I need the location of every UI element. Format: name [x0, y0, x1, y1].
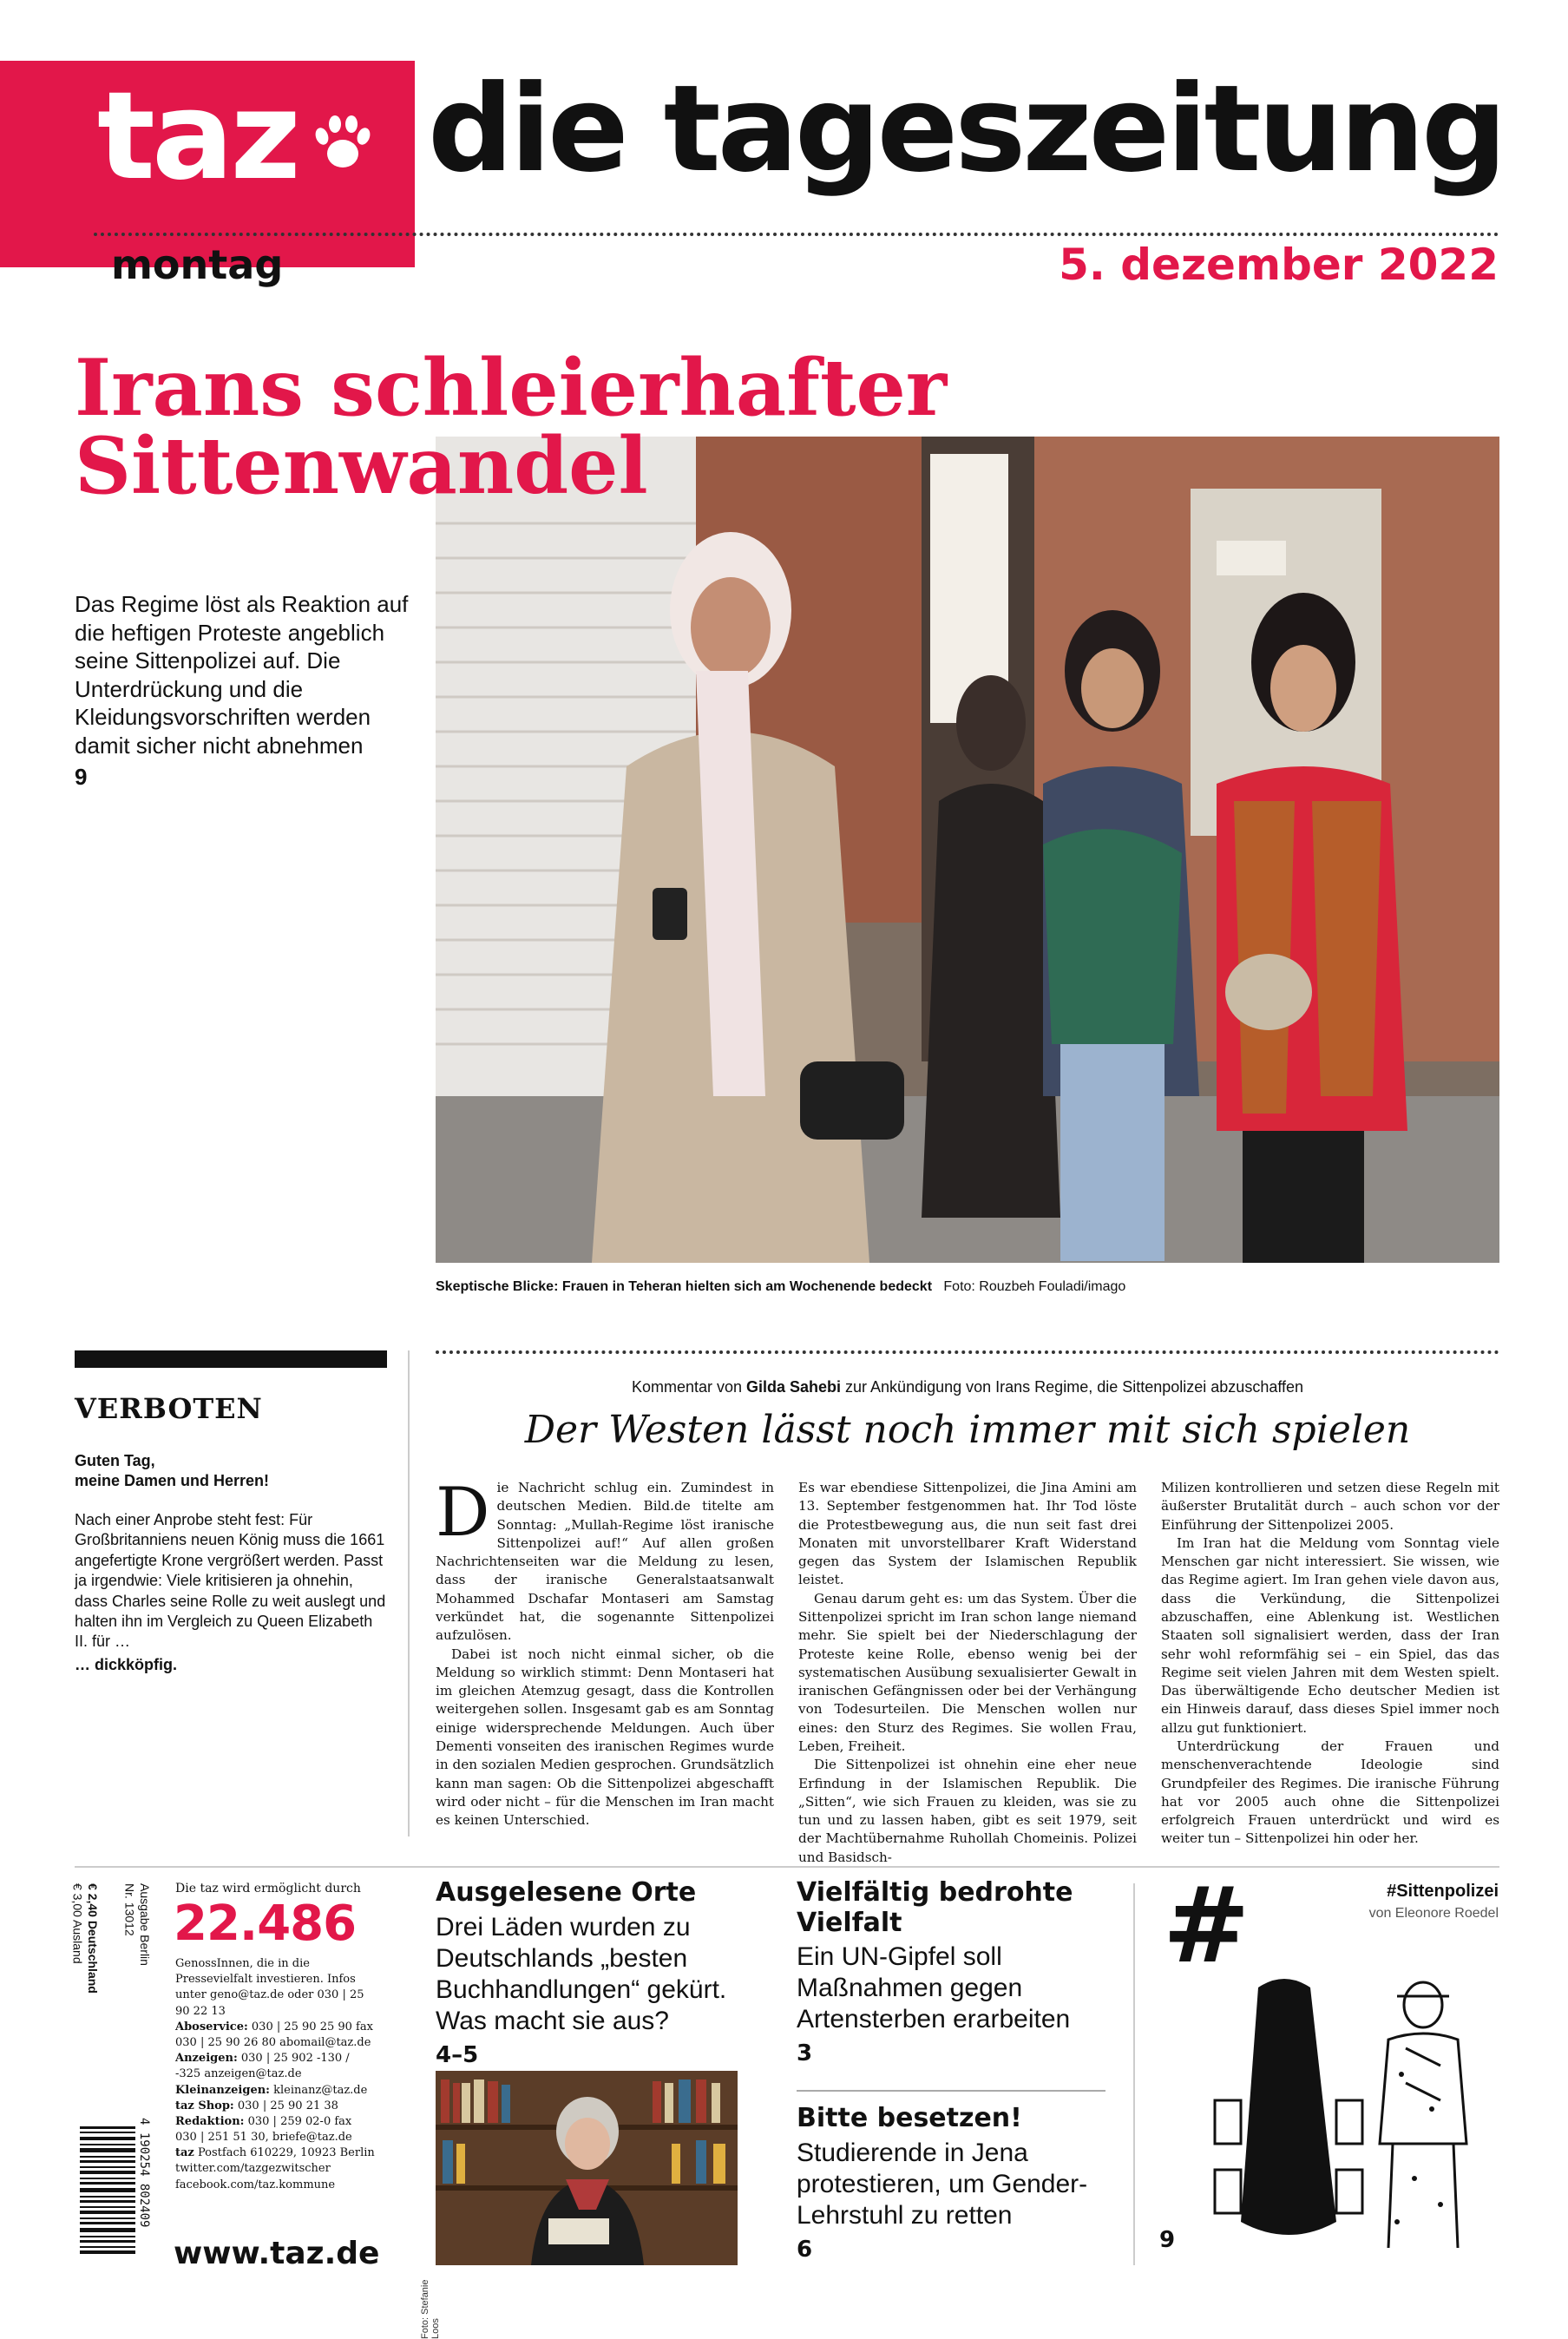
paragraph: Unterdrückung der Frauen und menschenverachtende Ideologie sind Grundpfeiler des Regimes. Die iranische Führung hat vor 2005 auch ohne die Sittenpolizei erfolgreich Frauen unterdrückt und wird es weiter tun – Sittenpolizei hin oder her.	[1161, 1738, 1499, 1847]
paragraph: ie Nachricht schlug ein. Zumindest in deutschen Medien. Bild.de titelte am Sonntag: „Mullah-Regime löst iranische Sittenpolizei auf!“ Auf allen großen Nachrichtenseiten war die Meldung zu lesen, dass der iranische Generalstaatsanwalt Mohammed Dschafar Montaseri am Samstag verkündet hat, die sogenannte Sittenpolizei aufzulösen.	[436, 1480, 774, 1644]
issue-number: Nr. 13012	[122, 1883, 137, 1936]
verboten-title: VERBOTEN	[75, 1392, 263, 1425]
contact-info	[175, 1956, 375, 2193]
column-divider	[1133, 1883, 1135, 2265]
paragraph: Im Iran hat die Meldung vom Sonntag viele Menschen gar nicht interessiert. Sie wissen, wie das Regime agiert. Im Iran gehen viele davon aus, dass die Verkündung, die Sittenpolizei abzuschaffen, eine Ablenkung ist. Westlichen Staaten soll signalisiert werden, dass der Iran sehr wohl reformfähig sei – ein Spiel, das das Regime seit vielen Jahren mit dem Westen spielt. Das überwältigende Echo deutscher Medien ist ein Hinweis darauf, dass dieses Spiel immer noch allzu gut funktioniert.	[1161, 1534, 1499, 1736]
teaser-bookshops[interactable]	[436, 1878, 765, 2068]
editorial-contact[interactable]: 030 | 259 02-0 fax 030 | 251 51 30, briefe@taz.de	[175, 2114, 352, 2145]
edition-info	[69, 1883, 165, 2109]
teaser-subline: Drei Läden wurden zu Deutschlands „besten Buchhandlungen“ gekürt. Was macht sie aus?	[436, 1912, 727, 2035]
shop-label: taz Shop:	[175, 2099, 234, 2112]
editorial-label: Redaktion:	[175, 2114, 245, 2128]
issue-date: 5. dezember 2022	[1059, 240, 1499, 290]
paragraph: Es war ebendiese Sittenpolizei, die Jina Amini am 13. September festgenommen hat. Ihr Tod löste die Protestbewegung aus, die nun seit fast drei Monaten mit unvorstellbarer Kraft Widerstand gegen das System der Islamischen Republik leistet.	[798, 1480, 1137, 1588]
price-abroad: € 3,00 Ausland	[70, 1883, 85, 1964]
verboten-greeting	[75, 1451, 387, 1492]
teaser-headline: Ausgelesene Orte	[436, 1877, 697, 1908]
paragraph: Die Sittenpolizei ist ohnehin eine eher neue Erfindung in der Islamischen Republik. Die „Sitten“, wie sich Frauen zu kleiden, was sie zu tun und zu lassen haben, gibt es seit 1979, seit der Machtübernahme Ruhollah Chomeinis. Polizei und Basidsch-	[798, 1757, 1137, 1865]
intro-prefix: Kommentar von	[631, 1378, 746, 1396]
comment-author[interactable]: Gilda Sahebi	[746, 1378, 842, 1396]
street-scene-image	[436, 437, 1499, 1263]
hashtag-title[interactable]: #Sittenpolizei	[1387, 1882, 1499, 1901]
comment-intro	[436, 1378, 1499, 1396]
teaser-headline: Bitte besetzen!	[797, 2103, 1022, 2133]
teaser-page: 6	[797, 2236, 813, 2263]
paragraph: Milizen kontrollieren und setzen diese Regeln mit äußerster Brutalität durch – auch schon vor der Einführung der Sittenpolizei 2005.	[1161, 1480, 1499, 1533]
price-domestic: € 2,40 Deutschland	[86, 1883, 100, 1994]
website-link[interactable]: www.taz.de	[174, 2236, 380, 2271]
bookshop-image	[436, 2071, 738, 2265]
taz-logo[interactable]: taz	[97, 66, 298, 207]
teaser-photo-credit: Foto: Stefanie Loos	[420, 2279, 441, 2339]
verboten-bar	[75, 1350, 387, 1368]
supporter-count: 22.486	[174, 1896, 357, 1952]
hashtag-icon: #	[1163, 1866, 1250, 1987]
headline-line-1: Irans schleierhafter	[75, 342, 948, 434]
comment-column-3	[1161, 1479, 1499, 1849]
address: Postfach 610229, 10923 Berlin twitter.com/tazgezwitscher facebook.com/taz.kommune	[175, 2146, 375, 2191]
issue-block	[121, 1883, 152, 1966]
verboten-ending: … dickköpfig.	[75, 1656, 178, 1673]
ads-contact[interactable]: 030 | 25 902 -130 / -325 anzeigen@taz.de	[175, 2052, 350, 2081]
address-label: taz	[175, 2146, 194, 2160]
lead-headline[interactable]	[75, 342, 1116, 512]
teaser-biodiversity[interactable]	[797, 1878, 1118, 2066]
support-label: Die taz wird ermöglicht durch	[175, 1882, 361, 1896]
lead-teaser: Das Regime löst als Reaktion auf die heftigen Proteste angeblich seine Sittenpolizei auf. Die Unterdrückung und die Kleidungsvorschriften werden damit sicher nicht abnehmen	[75, 591, 409, 759]
teaser-subline: Studierende in Jena protestieren, um Gender-Lehrstuhl zu retten	[797, 2138, 1088, 2230]
greeting-line-1: Guten Tag,	[75, 1452, 155, 1469]
teaser-divider	[797, 2090, 1105, 2092]
hashtag-page: 9	[1159, 2227, 1176, 2253]
comment-column-2	[798, 1479, 1137, 1867]
teaser-jena[interactable]	[797, 2104, 1118, 2263]
bottom-divider	[75, 1866, 1499, 1868]
ads-label: Anzeigen:	[175, 2052, 238, 2066]
masthead-divider	[94, 233, 1499, 236]
classifieds-contact[interactable]: kleinanz@taz.de	[273, 2083, 368, 2097]
verboten-body: Nach einer Anprobe steht fest: Für Großbritanniens neuen König muss die 1661 angefertigte Krone vergrößert werden. Passt ja irgendwie: Viele kritisieren ja ohnehin, dass Charles seine Rolle zu weit auslegt und halten ihn im Vergleich zu Queen Elizabeth II. für …	[75, 1511, 386, 1651]
newspaper-title: die tageszeitung	[428, 59, 1504, 199]
barcode-icon	[80, 2126, 135, 2257]
photo-credit: Foto: Rouzbeh Fouladi/imago	[943, 1279, 1126, 1294]
lead-page-ref[interactable]: 9	[75, 764, 88, 790]
support-text: GenossInnen, die in die Pressevielfalt investieren. Infos unter geno@taz.de oder 030 | 25 90 22 13	[175, 1957, 364, 2018]
classifieds-label: Kleinanzeigen:	[175, 2083, 270, 2097]
hashtag-author: von Eleonore Roedel	[1368, 1906, 1499, 1921]
price-block	[69, 1883, 100, 1994]
issue-edition: Ausgabe Berlin	[138, 1883, 152, 1966]
paragraph: Dabei ist noch nicht einmal sicher, ob die Meldung so wirklich stimmt: Denn Montaseri hat im gleichen Atemzug gesagt, dass die Kontrollen weitergehen sollen. Insgesamt gab es am Sonntag einige widersprechende Meldungen. Auch über Dementi vonseiten des iranischen Regimes wurde in den sozialen Medien gesprochen. Grundsätzlich kann man sagen: Ob die Sittenpolizei abgeschafft wird oder nicht – für die Menschen im Iran macht es keinen Unterschied.	[436, 1646, 774, 1829]
comment-title[interactable]: Der Westen lässt noch immer mit sich spielen	[524, 1408, 1411, 1452]
teaser-subline: Ein UN-Gipfel soll Maßnahmen gegen Artensterben erarbeiten	[797, 1942, 1071, 2033]
lead-photo	[436, 437, 1499, 1263]
drop-cap: D	[436, 1474, 490, 1552]
caption-text: Skeptische Blicke: Frauen in Teheran hielten sich am Wochenende bedeckt	[436, 1279, 933, 1294]
intro-suffix: zur Ankündigung von Irans Regime, die Sittenpolizei abzuschaffen	[841, 1378, 1304, 1396]
shop-contact[interactable]: 030 | 25 90 21 38	[237, 2099, 338, 2112]
barcode-number	[137, 2118, 151, 2227]
paragraph: Genau darum geht es: um das System. Über die Sittenpolizei spricht im Iran schon lange niemand mehr. Sie spielt bei der Niederschlagung der Proteste keine Rolle, ebenso wenig bei der systematischen Ausübung sexualisierter Gewalt in iranischen Gefängnissen oder bei der Verhängung von Todesurteilen. Die Menschen wollen nur eines: den Sturz des Regimes. Sie wollen Frau, Leben, Freiheit.	[798, 1590, 1137, 1754]
abo-contact[interactable]: 030 | 25 90 25 90 fax 030 | 25 90 26 80 abomail@taz.de	[175, 2020, 373, 2049]
illustration-image	[1206, 1970, 1484, 2265]
greeting-line-2: meine Damen und Herren!	[75, 1472, 270, 1490]
teaser-page: 3	[797, 2040, 813, 2066]
weekday: montag	[111, 241, 284, 288]
paw-icon	[308, 108, 377, 178]
headline-line-2: Sittenwandel	[75, 420, 648, 512]
column-divider	[408, 1350, 410, 1836]
teaser-page: 4–5	[436, 2041, 479, 2068]
teaser-headline: Vielfältig bedrohte Vielfalt	[797, 1877, 1073, 1938]
barcode-digits: 4 190254 802409	[137, 2118, 151, 2228]
bookshop-photo	[436, 2071, 738, 2265]
photo-caption	[436, 1279, 1125, 1295]
comment-column-1	[436, 1474, 774, 1830]
comment-divider	[436, 1350, 1499, 1354]
abo-label: Aboservice:	[175, 2020, 248, 2033]
